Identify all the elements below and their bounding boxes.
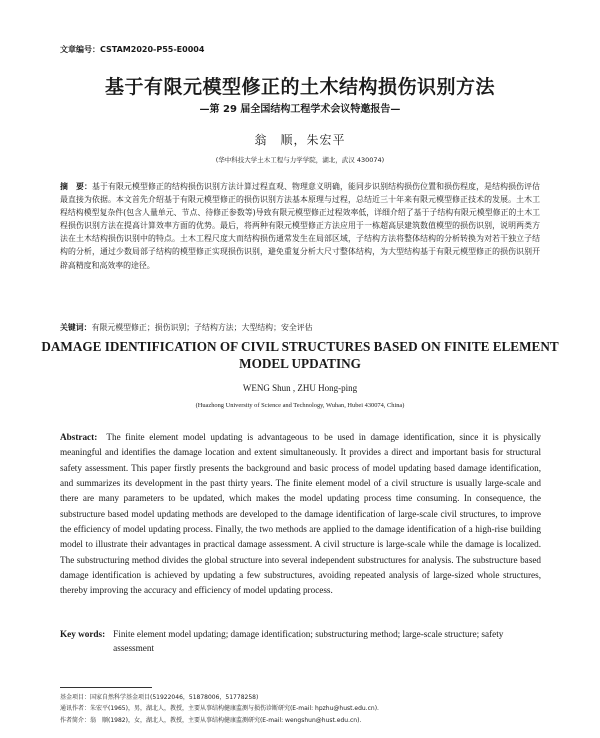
footnote-corresponding-author: 通讯作者：朱宏平(1965)，男，湖北人，教授，主要从事结构健康监测与损伤诊断研究(E-mail: hpzhu@hust.edu.cn). xyxy=(60,705,379,713)
chinese-title: 基于有限元模型修正的土木结构损伤识别方法 xyxy=(104,76,495,98)
chinese-keywords-label: 关键词： xyxy=(60,323,92,332)
chinese-keywords xyxy=(60,322,540,334)
footnote-author-bio: 作者简介：翁 顺(1982)，女，湖北人，教授，主要从事结构健康监测研究(E-mail: wengshun@hust.edu.cn). xyxy=(60,716,362,724)
footnote-divider xyxy=(60,687,152,688)
english-affiliation: (Huazhong University of Science and Technology, Wuhan, Hubei 430074, China) xyxy=(195,402,405,409)
chinese-abstract-text: 基于有限元模型修正的结构损伤识别方法计算过程直观、物理意义明确，能同步识别结构损伤位置和损伤程度，是结构损伤评估最直接为依据。本文首先介绍基于有限元模型修正的损伤识别方法基本原理与过程，总结近三十年来有限元模型修正技术的发展。土木工程结构模型复杂件(包含人量单元、节点、待修正参数等)导致有限元模型修正过程效率低，详细介绍了基于子结构有限元模型修正的土木工程损伤识别方法在提高计算效率方面的优势。最后，将两种有限元模型修正方法应用于一栋超高层建筑数值模型的损伤识别，说明两类方法在土木结构损伤识别中的特点。土木工程尺度大而结构损伤通常发生在局部区域，子结构方法将整体结构的分析转换为对若干独立子结构的分析，通过少数局部子结构的模型修正实现损伤识别，避免重复分析大尺寸整体结构，为大型结构基于有限元模型修正的损伤识别开辟高精度和高效率的途径。 xyxy=(60,182,540,270)
chinese-abstract xyxy=(60,180,540,272)
footnotes xyxy=(60,692,540,726)
chinese-subtitle: —第 29 届全国结构工程学术会议特邀报告— xyxy=(199,104,401,115)
english-title: DAMAGE IDENTIFICATION OF CIVIL STRUCTURES BASED ON FINITE ELEMENT MODEL UPDATING xyxy=(41,339,559,371)
chinese-keywords-text: 有限元模型修正；损伤识别；子结构方法；大型结构；安全评估 xyxy=(91,323,313,332)
english-keywords-label: Key words: xyxy=(60,629,106,639)
english-keywords-text: Finite element model updating; damage identification; substructuring method; large-scale structure; safety assessment xyxy=(113,629,504,653)
article-number: 文章编号：CSTAM2020-P55-E0004 xyxy=(60,45,205,54)
english-authors: WENG Shun , ZHU Hong-ping xyxy=(242,383,358,393)
english-abstract-label: Abstract: xyxy=(60,432,98,442)
footnote-funding: 基金项目：国家自然科学基金项目(51922046，51878006，51778258) xyxy=(60,694,259,701)
chinese-affiliation: (华中科技大学土木工程与力学学院，湖北，武汉 430074) xyxy=(215,156,385,164)
chinese-abstract-label: 摘 要： xyxy=(60,182,93,191)
english-abstract xyxy=(60,430,541,599)
chinese-authors: 翁 顺，朱宏平 xyxy=(254,133,346,147)
english-abstract-text: The finite element model updating is advantageous to be used in damage identification, since it is physically meaningful and identifies the damage location and extent simultaneously. It provides a direct and important basis for structural safety assessment. This paper firstly presents the background and basic process of model updating based damage identification, and summarizes its development in the past thirty years. The finite element model of a civil structure is usually large-scale and there are many parameters to be updated, which makes the model updating process time consuming. In consequence, the substructure based model updating methods are developed to the damage identification of large-scale civil structures, to improve the efficiency of model updating process. Finally, the two methods are applied to the damage identification of a high-rise building model to illustrate their advantages in practical damage assessment. A civil structure is large-scale while the damage is localized. The substructuring method divides the global structure into several independent substructures for analysis. The substructure based damage identification is achieved by updating a few substructures, avoiding repeated analysis of large-sized whole structures, thereby improving the accuracy and efficiency of model updating process. xyxy=(60,432,541,596)
english-keywords xyxy=(60,627,541,655)
